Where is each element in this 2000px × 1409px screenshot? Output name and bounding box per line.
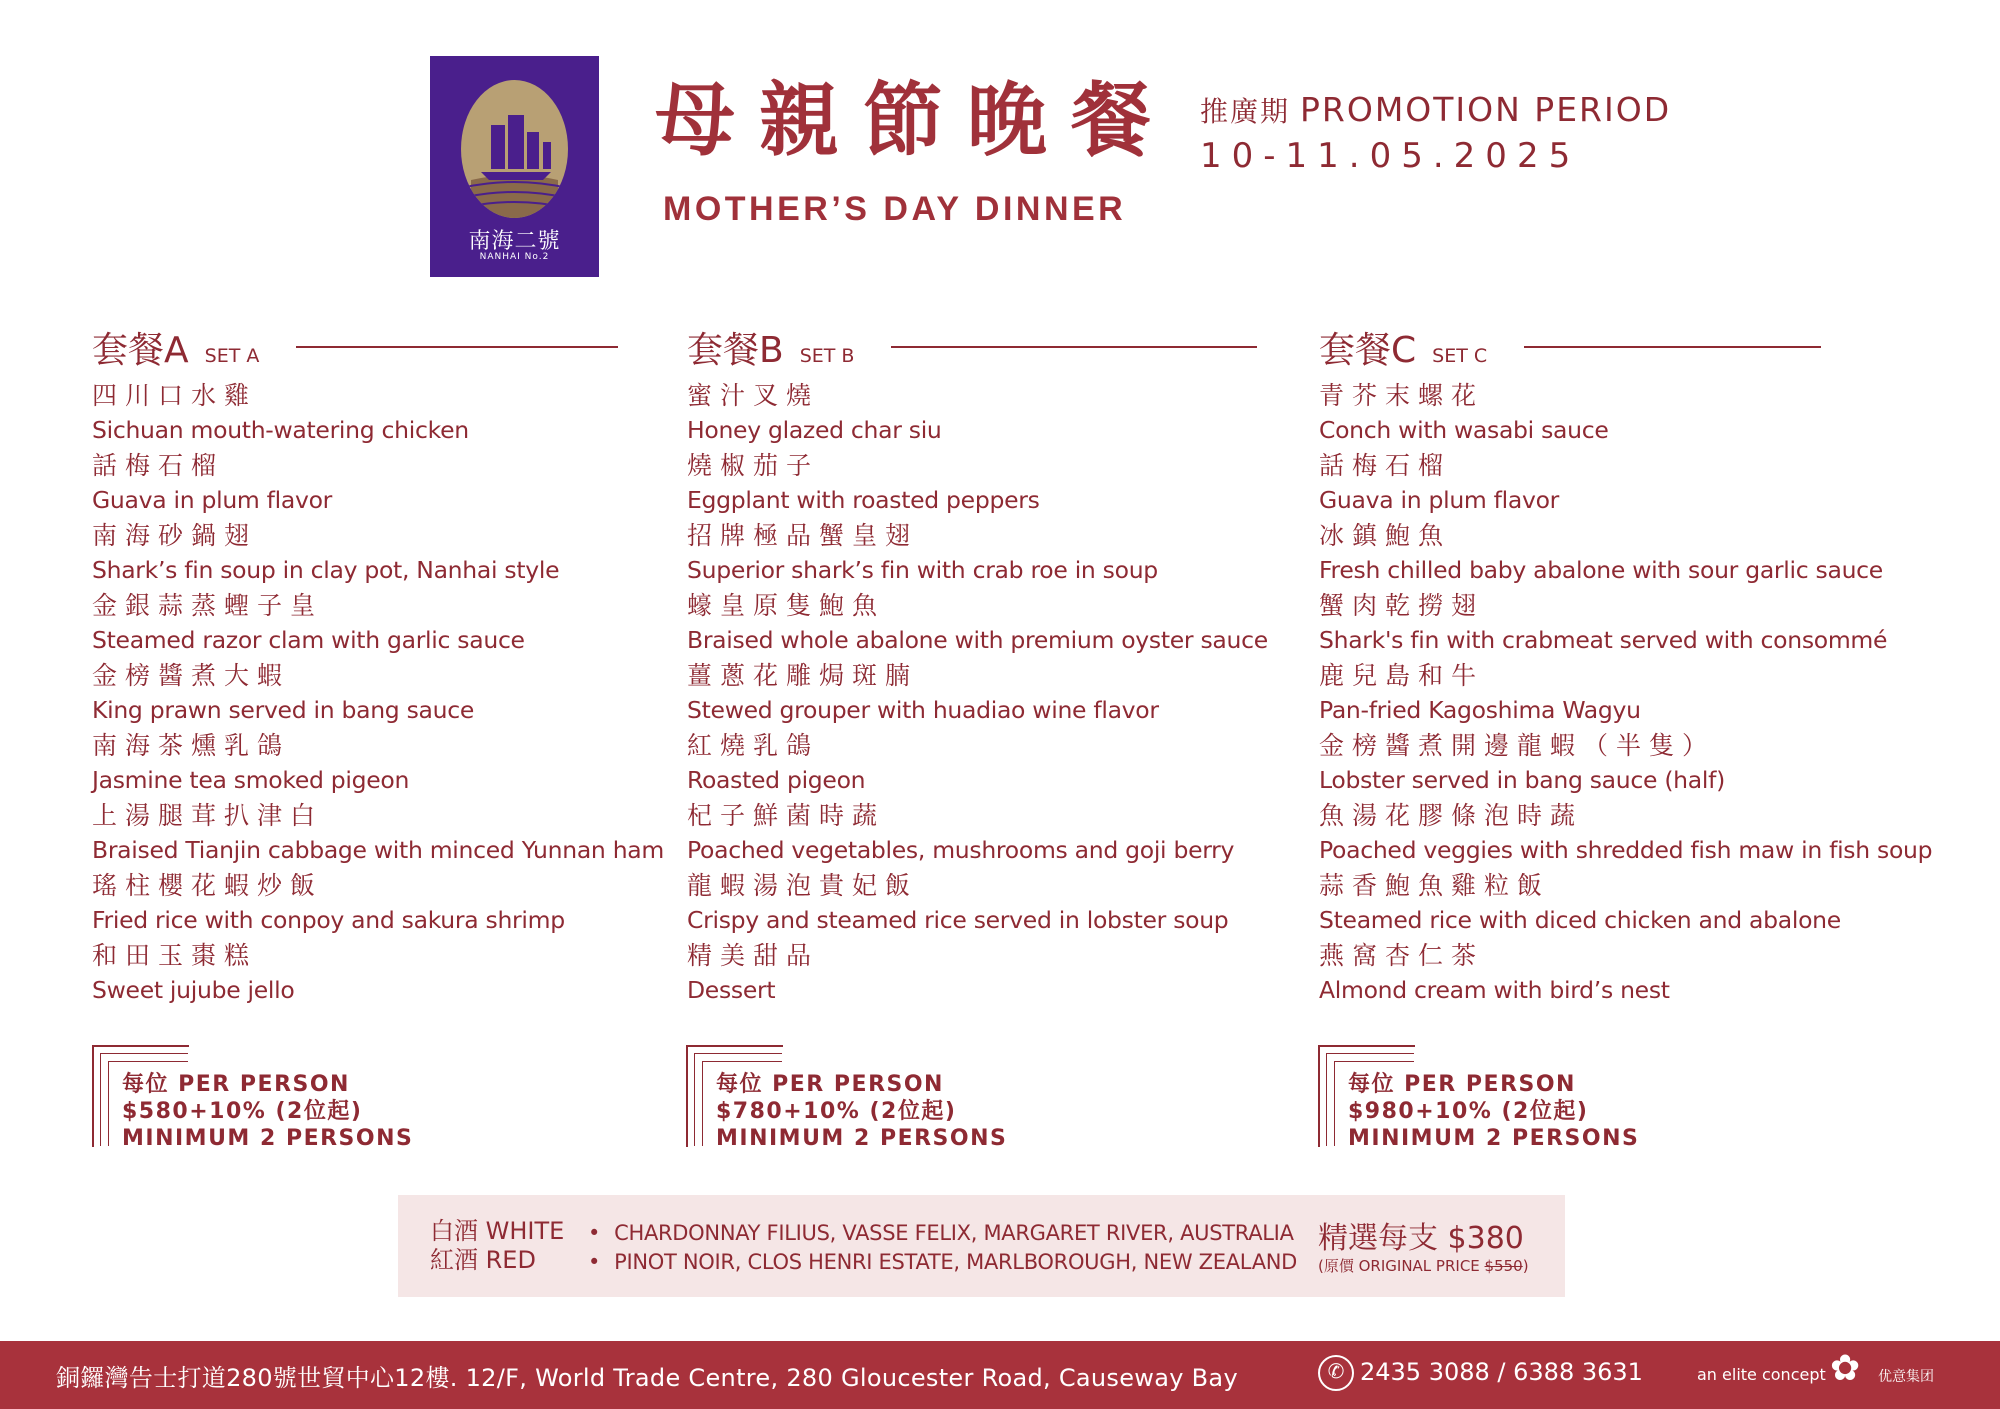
dish-cn: 鹿兒島和牛 (1319, 661, 1485, 690)
dish-cn: 杞子鮮菌時蔬 (687, 801, 886, 830)
dish-cn: 上湯腿茸扒津白 (92, 801, 324, 830)
dish-en: Steamed rice with diced chicken and abalone (1319, 906, 1841, 934)
price-value: $580+10% (2位起) (122, 1099, 363, 1124)
dish-cn: 蟹肉乾撈翅 (1319, 591, 1485, 620)
dish-en: Shark's fin with crabmeat served with consommé (1319, 626, 1888, 654)
dish-cn: 蜜汁叉燒 (687, 381, 820, 410)
group-name: 优意集团 (1878, 1369, 1934, 1385)
set-c-price-box (1318, 1045, 1640, 1151)
set-a-header (92, 322, 664, 372)
price-value: $980+10% (2位起) (1348, 1099, 1589, 1124)
dish-cn: 南海茶燻乳鴿 (92, 731, 291, 760)
set-b-divider (891, 346, 1257, 348)
footer-bar (0, 1341, 2000, 1409)
ship-emblem-icon (461, 80, 568, 218)
price-minimum: MINIMUM 2 PERSONS (122, 1126, 414, 1151)
dish-cn: 話梅石榴 (92, 451, 225, 480)
set-c-header (1319, 322, 1932, 372)
dish-cn: 燒椒茄子 (687, 451, 820, 480)
dish-en: Almond cream with bird’s nest (1319, 976, 1670, 1004)
set-b-price-box (686, 1045, 1008, 1151)
dish-en: Lobster served in bang sauce (half) (1319, 766, 1725, 794)
phone-icon: ✆ (1318, 1355, 1354, 1391)
bullet-icon: • (588, 1250, 601, 1274)
bullet-icon: • (588, 1221, 601, 1245)
dish-en: Poached veggies with shredded fish maw in fish soup (1319, 836, 1933, 864)
dish-cn: 蠔皇原隻鮑魚 (687, 591, 886, 620)
original-price-value: $550 (1484, 1257, 1523, 1275)
promotion-period-cn: 推廣期 (1200, 95, 1291, 128)
dish-en: Eggplant with roasted peppers (687, 486, 1040, 514)
set-a-price-box (92, 1045, 414, 1151)
dish-cn: 金榜醬煮大蝦 (92, 661, 291, 690)
elite-concept-text: an elite concept (1697, 1365, 1826, 1384)
dish-cn: 魚湯花膠條泡時蔬 (1319, 801, 1584, 830)
dish-cn: 金榜醬煮開邊龍蝦（半隻） (1319, 731, 1716, 760)
dish-cn: 龍蝦湯泡貴妃飯 (687, 871, 919, 900)
dish-cn: 冰鎮鮑魚 (1319, 521, 1452, 550)
dish-cn: 青芥末螺花 (1319, 381, 1485, 410)
dish-cn: 招牌極品蟹皇翅 (687, 521, 919, 550)
price-per-person-label: 每位 PER PERSON (122, 1072, 350, 1097)
dish-en: Shark’s fin soup in clay pot, Nanhai style (92, 556, 560, 584)
wine-original-price (1318, 1255, 1529, 1276)
dish-en: Braised Tianjin cabbage with minced Yunnan ham (92, 836, 664, 864)
dish-en: Conch with wasabi sauce (1319, 416, 1609, 444)
dish-en: Honey glazed char siu (687, 416, 942, 444)
promotion-period-label (1200, 90, 1671, 130)
phone-numbers: 2435 3088 / 6388 3631 (1360, 1358, 1643, 1386)
dish-en: Superior shark’s fin with crab roe in soup (687, 556, 1158, 584)
set-b-dish-list (687, 378, 1268, 1008)
dish-cn: 精美甜品 (687, 941, 820, 970)
set-b-column (687, 322, 1268, 1008)
set-c-dish-list (1319, 378, 1932, 1008)
price-per-person-label: 每位 PER PERSON (1348, 1072, 1576, 1097)
set-a-dish-list (92, 378, 664, 1008)
set-c-column (1319, 322, 1932, 1008)
dish-cn: 和田玉棗糕 (92, 941, 258, 970)
dish-en: Guava in plum flavor (92, 486, 333, 514)
dish-cn: 薑蔥花雕焗斑腩 (687, 661, 919, 690)
dish-en: Sweet jujube jello (92, 976, 295, 1004)
dish-en: Braised whole abalone with premium oyster sauce (687, 626, 1268, 654)
dish-en: Sichuan mouth-watering chicken (92, 416, 469, 444)
wine-offer-panel (398, 1195, 1565, 1297)
dish-cn: 燕窩杏仁茶 (1319, 941, 1485, 970)
logo-brand-cn: 南海二號 (468, 229, 561, 254)
title-english: MOTHER’S DAY DINNER (663, 190, 1127, 228)
dish-en: Dessert (687, 976, 776, 1004)
set-b-title-cn: 套餐B (687, 330, 784, 371)
set-a-title-en: SET A (204, 345, 260, 367)
set-c-title-cn: 套餐C (1319, 330, 1417, 371)
set-c-title-en: SET C (1432, 345, 1488, 367)
set-a-column (92, 322, 664, 1008)
white-wine-name: CHARDONNAY FILIUS, VASSE FELIX, MARGARET RIVER, AUSTRALIA (614, 1221, 1294, 1245)
dish-cn: 四川口水雞 (92, 381, 258, 410)
dish-en: Fresh chilled baby abalone with sour garlic sauce (1319, 556, 1883, 584)
dish-cn: 紅燒乳鴿 (687, 731, 820, 760)
white-wine-label: 白酒 WHITE (430, 1217, 565, 1245)
price-minimum: MINIMUM 2 PERSONS (1348, 1126, 1640, 1151)
dish-cn: 瑤柱櫻花蝦炒飯 (92, 871, 324, 900)
dish-en: Fried rice with conpoy and sakura shrimp (92, 906, 565, 934)
price-minimum: MINIMUM 2 PERSONS (716, 1126, 1008, 1151)
original-price-prefix: (原價 ORIGINAL PRICE (1318, 1257, 1485, 1275)
dish-en: Pan-fried Kagoshima Wagyu (1319, 696, 1641, 724)
wine-price: 精選每支 $380 (1318, 1221, 1524, 1256)
red-wine-name: PINOT NOIR, CLOS HENRI ESTATE, MARLBOROUGH, NEW ZEALAND (614, 1250, 1298, 1274)
set-c-divider (1524, 346, 1821, 348)
restaurant-address: 銅鑼灣告士打道280號世貿中心12樓. 12/F, World Trade Centre, 280 Gloucester Road, Causeway Bay (56, 1364, 1238, 1392)
dish-en: Guava in plum flavor (1319, 486, 1560, 514)
dish-en: Crispy and steamed rice served in lobster soup (687, 906, 1229, 934)
promotion-period-en: PROMOTION PERIOD (1300, 90, 1672, 129)
dish-en: Steamed razor clam with garlic sauce (92, 626, 525, 654)
dish-en: Poached vegetables, mushrooms and goji berry (687, 836, 1235, 864)
logo-brand-en: NANHAI No.2 (479, 252, 550, 262)
nanhai-logo (430, 56, 599, 277)
original-price-suffix: ) (1522, 1257, 1529, 1275)
dish-cn: 金銀蒜蒸蟶子皇 (92, 591, 324, 620)
flower-logo-icon: ✿ (1830, 1348, 1861, 1389)
promotion-dates: 10-11.05.2025 (1200, 136, 1581, 176)
red-wine-label: 紅酒 RED (430, 1246, 536, 1274)
dish-en: Stewed grouper with huadiao wine flavor (687, 696, 1159, 724)
dish-en: Jasmine tea smoked pigeon (92, 766, 410, 794)
set-a-title-cn: 套餐A (92, 330, 189, 371)
price-value: $780+10% (2位起) (716, 1099, 957, 1124)
set-a-divider (296, 346, 618, 348)
dish-en: King prawn served in bang sauce (92, 696, 475, 724)
white-wine-item (588, 1219, 1297, 1248)
red-wine-item (588, 1248, 1297, 1277)
dish-en: Roasted pigeon (687, 766, 866, 794)
set-b-title-en: SET B (799, 345, 855, 367)
dish-cn: 南海砂鍋翅 (92, 521, 258, 550)
dish-cn: 蒜香鮑魚雞粒飯 (1319, 871, 1551, 900)
set-b-header (687, 322, 1268, 372)
dish-cn: 話梅石榴 (1319, 451, 1452, 480)
price-per-person-label: 每位 PER PERSON (716, 1072, 944, 1097)
title-chinese: 母親節晚餐 (655, 73, 1175, 167)
